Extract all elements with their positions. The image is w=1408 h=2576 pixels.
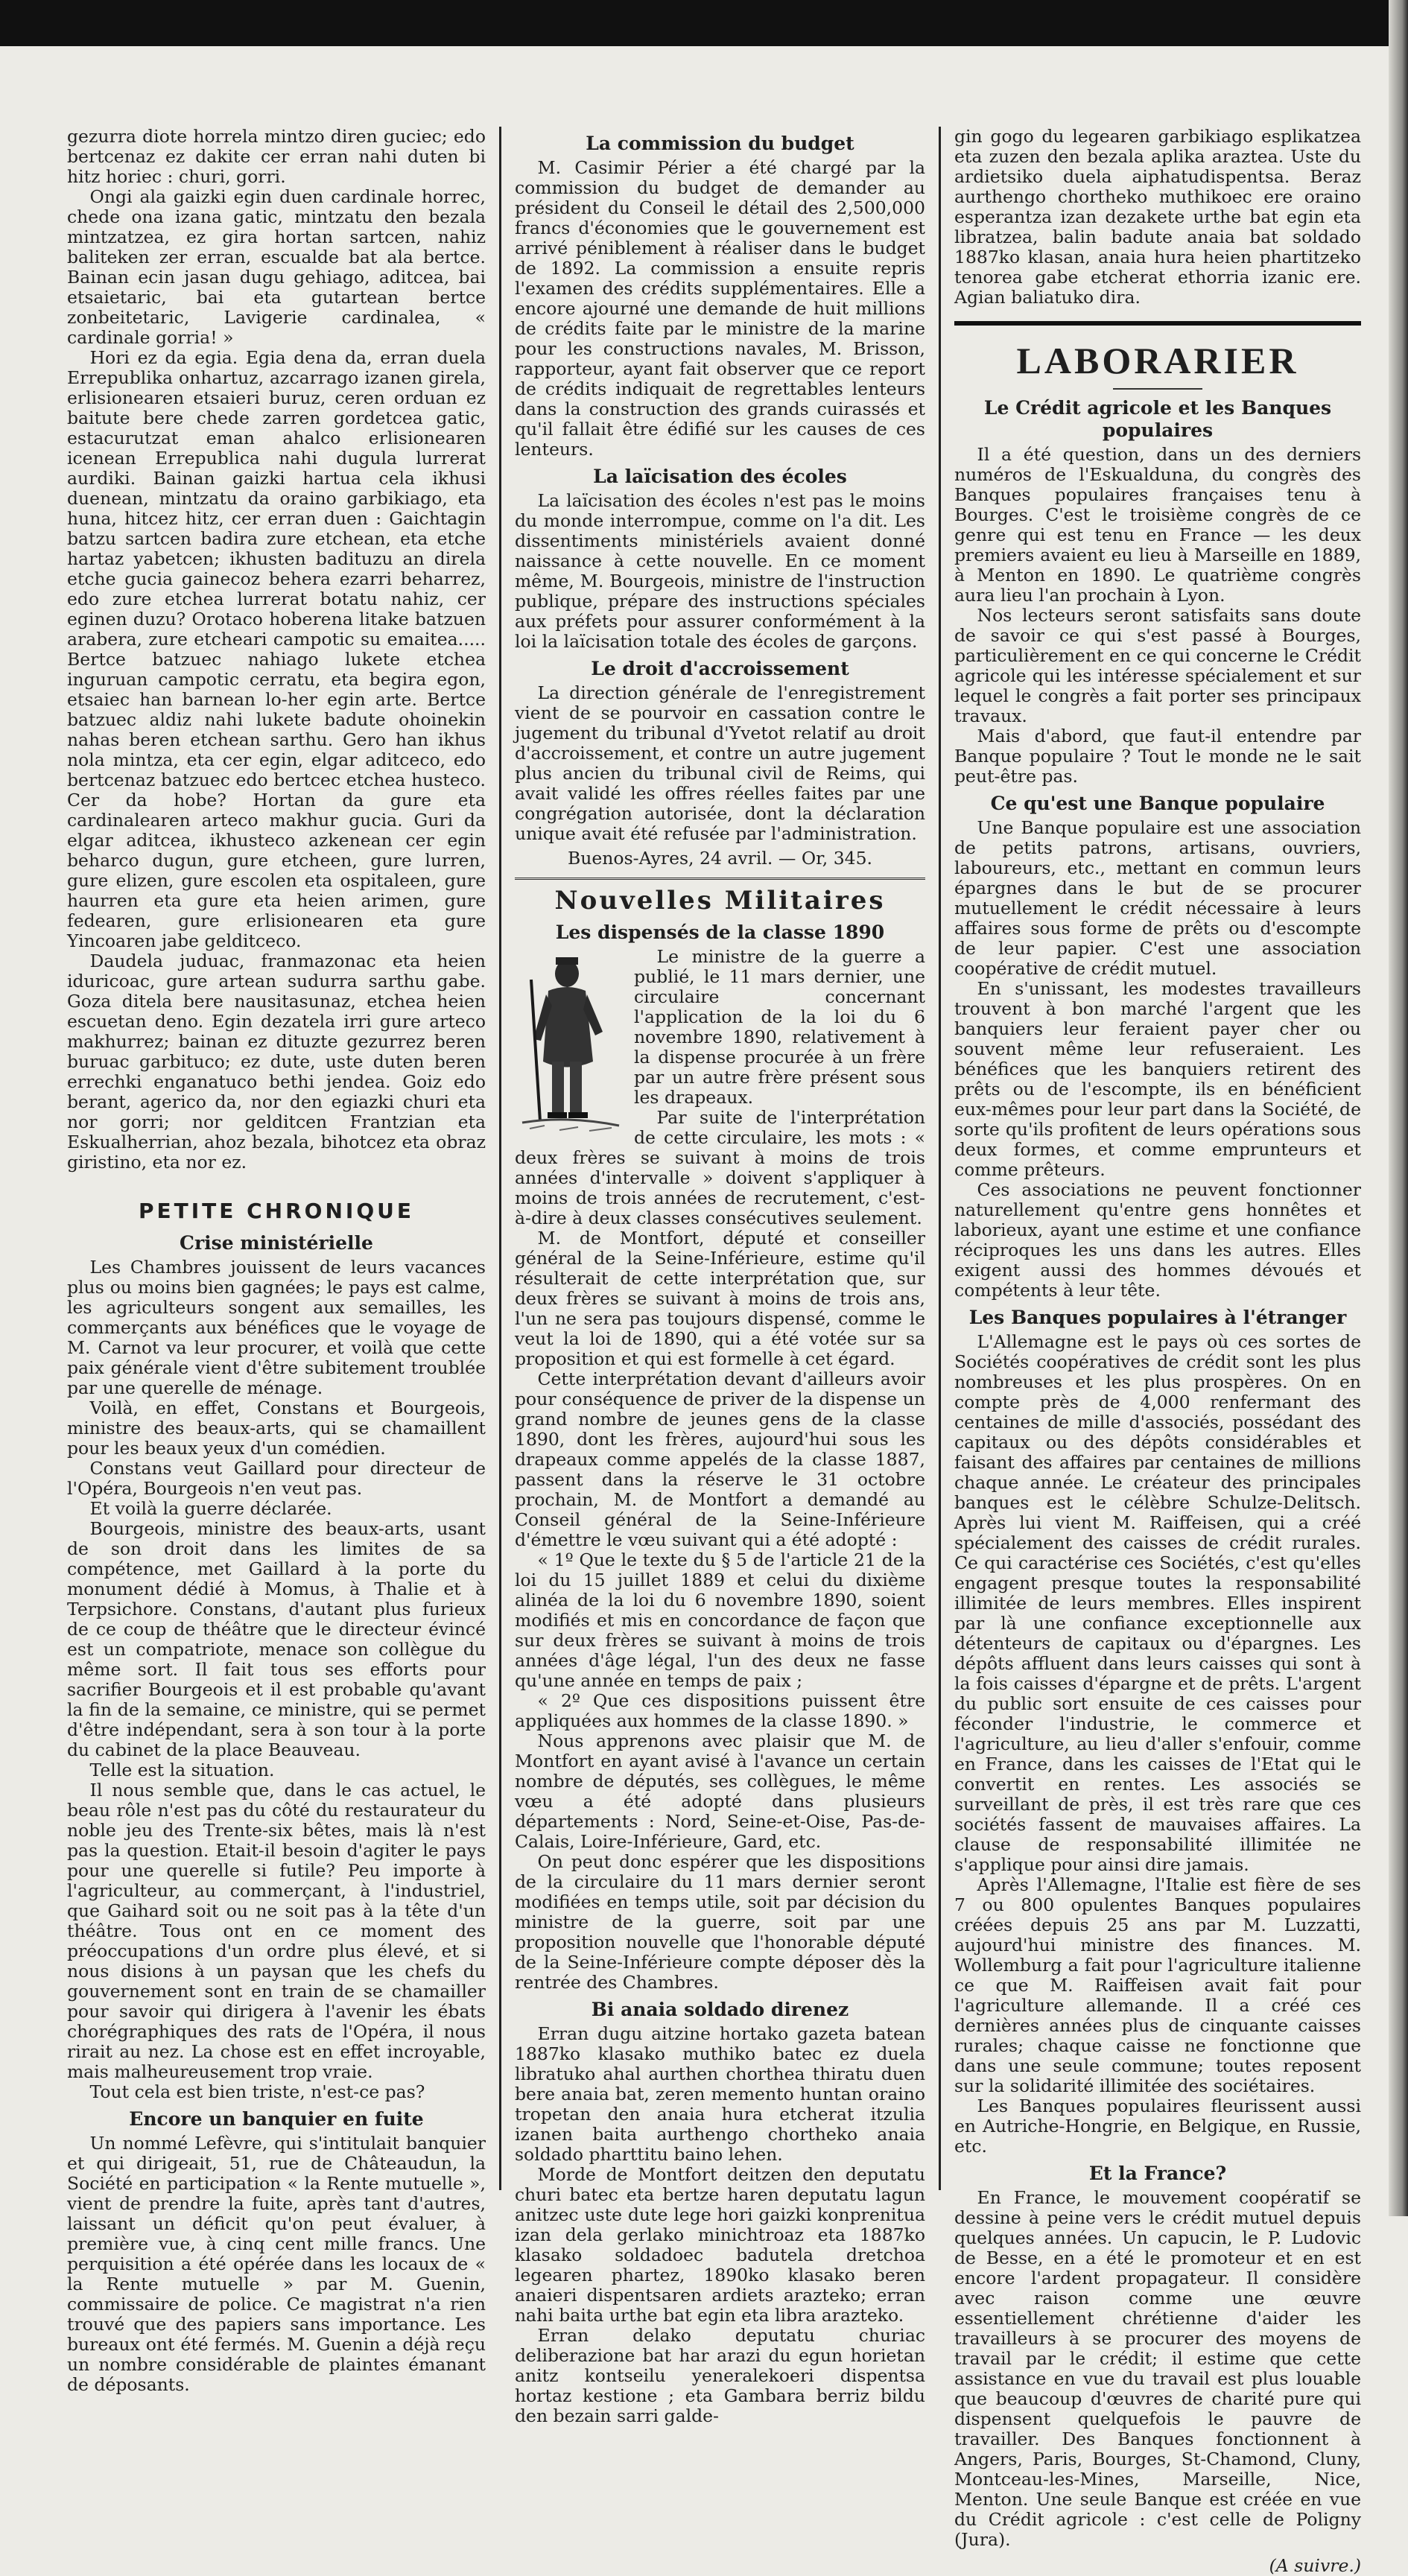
banque-article	[954, 818, 1361, 1301]
banque-heading: Ce qu'est une Banque populaire	[990, 793, 1325, 814]
paragraph: En France, le mouvement coopératif se dessine à peine vers le crédit mutuel depuis quelques années. Un capucin, le P. Ludovic de Besse, en a été le promoteur et en est encore l'ardent propagateur. Il considère avec raison comme une œuvre essentiellement chrétienne d'aider les travailleurs à se procurer des moyens de travail par le crédit; il estime que cette assistance en vue du travail est plus louable que beaucoup d'œuvres de charité pure qui dispensent quelquefois le pauvre de travailler. Des Banques fonctionnent à Angers, Paris, Bourges, St-Chamond, Cluny, Montceau-les-Mines, Marseille, Nice, Menton. Une seule Banque est créée en vue du Crédit agricole : c'est celle de Poligny (Jura).	[954, 2187, 1361, 2550]
laborarier-heading: LABORARIER	[954, 321, 1361, 382]
etranger-heading: Les Banques populaires à l'étranger	[968, 1307, 1347, 1328]
paragraph: M. Casimir Périer a été chargé par la commission du budget de demander au président du Conseil le détail des 2,500,000 francs d'économies que le gouvernement est arrivé péniblement à réaliser dans le budget de 1892. La commission a ensuite repris l'examen des crédits supplémentaires. Elle a encore ajourné une demande de huit millions de crédits faite par le ministre de la marine pour les constructions navales, M. Brisson, rapporteur, ayant fait observer que ce report de crédits indiquait de regrettables lenteurs dans la construction des grands cuirassés et qu'il fallait être édifié sur les causes de ces lenteurs.	[515, 157, 925, 460]
paragraph: Et voilà la guerre déclarée.	[89, 1498, 332, 1519]
paragraph: La laïcisation des écoles n'est pas le moins du monde interrompue, comme on l'a dit. Les dissentiments ministériels avaient donné naissance à cette nouvelle. En ce moment même, M. Bourgeois, ministre de l'instruction publique, prépare des instructions spéciales aux préfets pour assurer conformément à la loi la laïcisation totale des écoles de garçons.	[515, 490, 925, 652]
etranger-article	[954, 1332, 1361, 2157]
page-right-edge	[1389, 0, 1408, 2216]
paragraph: Erran dugu aitzine hortako gazeta batean 1887ko klasako muthiko batec ez duela libratuko ahal aurthen chorthea thiratu duen bere anaia bat, zeren memento huntan oraino tropetan den anaia hura etcherat itzulia izanen baita aurthengo chortheko anaia soldado pharttitu baino lehen.	[515, 2023, 925, 2165]
paragraph: En s'unissant, les modestes travailleurs trouvent à bon marché l'argent que les banquiers leur feraient payer cher ou souvent même leur refuseraient. Les bénéfices que les banquiers retirent des prêts ou de l'escompte, ils en bénéficient eux-mêmes pour leur part dans la Société, de sorte qu'ils profitent de leurs opérations sous deux formes, et comme emprunteurs et comme prêteurs.	[954, 978, 1361, 1180]
paragraph: Morde de Montfort deitzen den deputatu churi batec eta bertze haren deputatu lagun anitzec uste dute lege hori gaizki konprenitua izan dela gerlako minichtroaz eta 1887ko klasako soldadoec badutela dretchoa legearen phartez, 1890ko klasako beren anaieri dispentsaren ardiets arazteko; erran nahi baita urthe bat egin eta libra arazteko.	[515, 2164, 925, 2326]
paragraph: Voilà, en effet, Constans et Bourgeois, ministre des beaux-arts, qui se chamaillent pour les beaux yeux d'un comédien.	[67, 1398, 486, 1459]
crise-article	[67, 1257, 486, 2102]
crise-heading: Crise ministérielle	[180, 1232, 373, 1254]
paragraph: Constans veut Gaillard pour directeur de l'Opéra, Bourgeois n'en veut pas.	[67, 1458, 486, 1499]
paragraph: « 2º Que ces dispositions puissent être appliquées aux hommes de la classe 1890. »	[515, 1690, 925, 1731]
paragraph: Telle est la situation.	[89, 1760, 275, 1780]
paragraph: Une Banque populaire est une association de petits patrons, artisans, ouvriers, laboureurs, etc., mettant en commun leurs épargnes dans le but de se procurer mutuellement le crédit nécessaire à leurs affaires sous forme de prêts ou d'escompte de leur papier. C'est une association coopérative de crédit mutuel.	[954, 817, 1361, 979]
paragraph: Par suite de l'interprétation de cette circulaire, les mots : « deux frères se suivant à moins de trois années d'intervalle » doivent s'appliquer à moins de trois années de recrutement, c'est-à-dire à deux classes consécutives seulement.	[515, 1107, 925, 1228]
paragraph: Mais d'abord, que faut-il entendre par Banque populaire ? Tout le monde ne le sait peut-être pas.	[954, 726, 1361, 787]
paragraph: Les Banques populaires fleurissent aussi en Autriche-Hongrie, en Belgique, en Russie, etc.	[954, 2096, 1361, 2157]
laicisation-article	[515, 491, 925, 652]
paragraph: Erran delako deputatu churiac deliberazione bat har arazi du egun horietan anitz kontseilu yeneralekoeri dispentsa hortaz kestione ; eta Gambara berriz bildu den bezain sarri galde-	[515, 2325, 925, 2426]
banquier-article	[67, 2134, 486, 2395]
basque-article	[67, 127, 486, 1173]
paragraph: Daudela juduac, franmazonac eta heien iduricoac, gure artean sudurra sarthu gabe. Goza ditela bere nausitasunaz, etchea heien escuetan deno. Egin dezatela irri gure arteco makhurrez; bainan ez dituzte gezurrez beren buruac garbituco; ez dute, uste duten beren errechki enganatuco bethi jendea. Goiz edo berant, agerico da, nor den egiazki churi eta nor gorri; nor gelditcen Frantzian eta Eskualherrian, ahoz bezala, bihotcez eta obraz giristino, eta nor ez.	[67, 951, 486, 1173]
accroissement-article	[515, 683, 925, 844]
column-2	[499, 127, 939, 2426]
paragraph: Ces associations ne peuvent fonctionner naturellement qu'entre gens honnêtes et laborieux, ayant une estime et une confiance réciproques les uns dans les autres. Elles exigent aussi des hommes dévoués et compétents à leur tête.	[954, 1179, 1361, 1301]
paragraph: « 1º Que le texte du § 5 de l'article 21 de la loi du 15 juillet 1889 et celui du dixième alinéa de la loi du 6 novembre 1890, soient modifiés et mis en concordance de façon que sur deux frères se suivant à moins de trois années d'âge légal, l'un des deux ne fasse qu'une année en temps de paix ;	[515, 1549, 925, 1691]
paragraph: M. de Montfort, député et conseiller général de la Seine-Inférieure, estime qu'il résulterait de cette interprétation que, sur deux frères se suivant à moins de trois ans, l'un ne sera pas toujours dispensé, comme le veut la loi de 1890, qui a été votée sur sa proposition et qui est formelle à cet égard.	[515, 1228, 925, 1369]
paragraph: Un nommé Lefèvre, qui s'intitulait banquier et qui dirigeait, 51, rue de Châteaudun, la Société en participation « la Rente mutuelle », vient de prendre la fuite, après tant d'autres, laissant un déficit qu'on peut évaluer, à première vue, à cinq cent mille francs. Une perquisition a été opérée dans les locaux de « la Rente mutuelle » par M. Guenin, commissaire de police. Ce magistrat n'a rien trouvé que des papiers sans importance. Les bureaux ont été fermés. M. Guenin a déjà reçu un nombre considérable de plaintes émanant de déposants.	[67, 2133, 486, 2395]
paragraph: Le ministre de la guerre a publié, le 11 mars dernier, une circulaire concernant l'application de la loi du 6 novembre 1890, relativement à la dispense procurée à un frère par un autre frère présent sous les drapeaux.	[634, 946, 925, 1108]
paragraph: Tout cela est bien triste, n'est-ce pas?	[89, 2081, 425, 2102]
france-article	[954, 2188, 1361, 2550]
paragraph: On peut donc espérer que les dispositions de la circulaire du 11 mars dernier seront modifiées en temps utile, soit par décision du ministre de la guerre, soit par une proposition nouvelle que l'honorable député de la Seine-Inférieure compte déposer dès la rentrée des Chambres.	[515, 1851, 925, 1993]
paragraph: Les Chambres jouissent de leurs vacances plus ou moins bien gagnées; le pays est calme, les agriculteurs songent aux semailles, les commerçants aux bénéfices que le voyage de M. Carnot va leur procurer, et voilà que cette paix générale vient d'être subitement troublée par une querelle de ménage.	[67, 1257, 486, 1398]
paragraph: Après l'Allemagne, l'Italie est fière de ses 7 ou 800 opulentes Banques populaires créées depuis 25 ans par M. Luzzatti, aujourd'hui ministre des finances. M. Wollemburg a fait pour l'agriculture italienne ce que M. Raiffeisen avait fait pour l'agriculture allemande. Il a créé ces dernières années plus de cinquante caisses rurales; chaque caisse ne fonctionne que dans une seule commune; toutes reposent sur la solidarité illimitée des sociétaires.	[954, 1874, 1361, 2096]
dispenses-heading: Les dispensés de la classe 1890	[555, 921, 885, 943]
paragraph: Nos lecteurs seront satisfaits sans doute de savoir ce qui s'est passé à Bourges, particulièrement en ce qui concerne le Crédit agricole qui les intéresse spécialement et sur lequel le congrès a fait porter ses principaux travaux.	[954, 605, 1361, 726]
paragraph: La direction générale de l'enregistrement vient de se pourvoir en cassation contre le jugement du tribunal d'Yvetot relatif au droit d'accroissement, et contre un autre jugement plus ancien du tribunal civil de Reims, qui avait validé les offres réelles faites par une congrégation autorisée, dont la déclaration unique avait été refusée par l'administration.	[515, 682, 925, 844]
heading-rule	[1113, 388, 1202, 390]
soldado-article	[515, 2024, 925, 2426]
france-heading: Et la France?	[1088, 2163, 1227, 2184]
newspaper-page	[52, 126, 1374, 2576]
paragraph: gezurra diote horrela mintzo diren guciec; edo bertcenaz ez dakite cer erran nahi duten bi hitz horiec : churi, gorri.	[67, 126, 486, 187]
paragraph: Bourgeois, ministre des beaux-arts, usant de son droit dans les limites de sa compétence, met Gaillard à la porte du monument dédié à Momus, à Thalie et à Terpsichore. Constans, d'autant plus furieux de ce coup de théâtre que le directeur évincé est un compatriote, menace son collègue du même sort. Il fait tous ses efforts pour sacrifier Bourgeois et il est probable qu'avant la fin de la semaine, ce ministre, qui se permet d'être indépendant, sera à son tour à la porte du cabinet de la place Beauveau.	[67, 1518, 486, 1760]
paragraph: L'Allemagne est le pays où ces sortes de Sociétés coopératives de crédit sont les plus nombreuses et les plus prospères. On en compte près de 4,000 renfermant des centaines de mille d'associés, possédant des capitaux ou des dépôts considérables et faisant des affaires par centaines de millions chaque année. Le créateur des principales banques est le célèbre Schulze-Delitsch. Après lui vient M. Raiffeisen, qui a créé spécialement des caisses de crédit rurales. Ce qui caractérise ces Sociétés, c'est qu'elles engagent presque toutes la responsabilité illimitée de leurs membres. Elles inspirent par là une confiance exceptionnelle aux détenteurs de capitaux ou d'épargnes. Les dépôts affluent dans leurs caisses qui sont à la fois caisses d'épargne et de prêts. L'argent du public sort ensuite de ces caisses pour féconder l'industrie, le commerce et l'agriculture, au lieu d'aller s'enfouir, comme en France, dans les caisses de l'Etat qui le convertit en rentes. Les associés se surveillant de près, il est très rare que ces sociétés fassent de mauvaises affaires. La clause de responsabilité illimitée ne s'applique pour ainsi dire jamais.	[954, 1331, 1361, 1875]
budget-article	[515, 158, 925, 460]
basque-continuation	[954, 127, 1361, 308]
paragraph: gin gogo du legearen garbikiago esplikatzea eta zuzen den bezala aplika araztea. Uste du ardietsiko duela aiphatudispentsa. Beraz aurthengo chortheko muthikoec ere oraino esperantza izan dezakete urthe bat egin eta libratzea, balin badute anaia bat soldado 1887ko klasan, anaia hura heien phartitzeko tenorea gabe etcherat ethorria izanic ere. Agian baliatuko dira.	[954, 126, 1361, 308]
paragraph: Nous apprenons avec plaisir que M. de Montfort en ayant avisé à l'avance un certain nombre de députés, ses collègues, le même vœu a été adopté dans plusieurs départements : Nord, Seine-et-Oise, Pas-de-Calais, Loire-Inférieure, Gard, etc.	[515, 1730, 925, 1852]
credit-heading: Le Crédit agricole et les Banques populaires	[983, 397, 1332, 441]
buenos-ayres-dateline: Buenos-Ayres, 24 avril. — Or, 345.	[567, 848, 873, 869]
petite-chronique-heading: PETITE CHRONIQUE	[138, 1199, 414, 1223]
page-top-border	[0, 0, 1408, 46]
a-suivre: (A suivre.)	[1269, 2555, 1361, 2576]
banquier-heading: Encore un banquier en fuite	[129, 2108, 424, 2130]
credit-article	[954, 445, 1361, 787]
paragraph: Cette interprétation devant d'ailleurs avoir pour conséquence de priver de la dispense un grand nombre de jeunes gens de la classe 1890, dont les frères, aujourd'hui sous les drapeaux comme appelés de la classe 1887, passent dans la réserve le 31 octobre prochain, M. de Montfort a demandé au Conseil général de la Seine-Inférieure d'émettre le vœu suivant qui a été adopté :	[515, 1368, 925, 1550]
nouvelles-militaires-heading: Nouvelles Militaires	[515, 878, 925, 916]
laicisation-heading: La laïcisation des écoles	[593, 466, 847, 487]
paragraph: Il a été question, dans un des derniers numéros de l'Eskualduna, du congrès des Banques populaires françaises tenu à Bourges. C'est le troisième congrès de ce genre qui est tenu en France — les deux premiers avaient eu lieu à Marseille en 1889, à Menton en 1890. Le quatrième congrès aura lieu l'an prochain à Lyon.	[954, 444, 1361, 606]
paragraph: Hori ez da egia. Egia dena da, erran duela Errepublika onhartuz, azcarrago izanen girela, erlisionearen etsaieri buruz, ceren orduan ez baitute bere chede zarren gordetcea gatic, estacurutzat eman ahalco erlisionearen icenean Errepublica nahi dugula lurrerat aurdiki. Bainan gaizki hartua cela ikhusi duenean, mintzatu da oraino garbikiago, eta huna, hitcez hitz, cer erran duen : Gaichtagin batzu sartcen badira zure etchean, eta etche hartaz yabetcen; ikhusten badituzu an direla etche gucia gainecoz behera ezarri beharrez, edo zure etchea lurrerat botatu nahiz, cer eginen duzu? Orotaco hoberena litake batzuen arabera, zure etcheari campotic su emaitea..... Bertce batzuec nahiago lukete etchea inguruan campotic cerratu, eta begira egon, etsaiec han barnean lo-her egin arte. Bertce batzuec aldiz nahi lukete badute ohoinekin nahas beren etchean sarthu. Gero han ikhus nola mintza, eta cer egin, elgar aditceco, edo bertcenaz batzuec edo bertcec etchea husteco. Cer da hobe? Hortan da gure eta cardinalearen arteco makhur gucia. Guri da elgar aditcea, ikhusteco azkenean cer egin beharco dugun, gure etcheen, gure lurren, gure elizen, gure escolen eta ospitaleen, gure haurren eta gure eta heien arimen, gure fedearen, gure erlisionearen eta gure Yincoaren jabe gelditceco.	[67, 347, 486, 951]
paragraph: Ongi ala gaizki egin duen cardinale horrec, chede ona izana gatic, mintzatu den bezala mintzatzea, ez gira hortan sartcen, nahiz baliteken zer erran, escualde bat ala bertce. Bainan ecin jasan dugu gehiago, aditcea, bai etsaietaric, bai eta gutartean bertce zonbeitetaric, Lavigerie cardinalea, « cardinale gorria! »	[67, 186, 486, 348]
budget-heading: La commission du budget	[586, 133, 854, 154]
soldier-illustration	[515, 950, 627, 1136]
column-1	[52, 126, 499, 2395]
paragraph: Il nous semble que, dans le cas actuel, le beau rôle n'est pas du côté du restaurateur du noble jeu des Trente-six bêtes, mais là n'est pas la question. Etait-il besoin d'agiter le pays pour une querelle si futile? Peu importe à l'agriculteur, au commerçant, à l'industriel, que Gaihard soit ou ne soit pas à la tête d'un théâtre. Tous ont en ce moment des préoccupations d'un ordre plus élevé, et si nous disions à un paysan que les chefs du gouvernement sont en train de se chamailler pour savoir qui dirigera à l'avenir les ébats chorégraphiques des rats de l'Opéra, il nous rirait au nez. La chose est en effet incroyable, mais malheureusement trop vraie.	[67, 1780, 486, 2082]
accroissement-heading: Le droit d'accroissement	[591, 658, 849, 679]
column-3	[939, 126, 1374, 2576]
soldado-heading: Bi anaia soldado direnez	[591, 1999, 849, 2020]
